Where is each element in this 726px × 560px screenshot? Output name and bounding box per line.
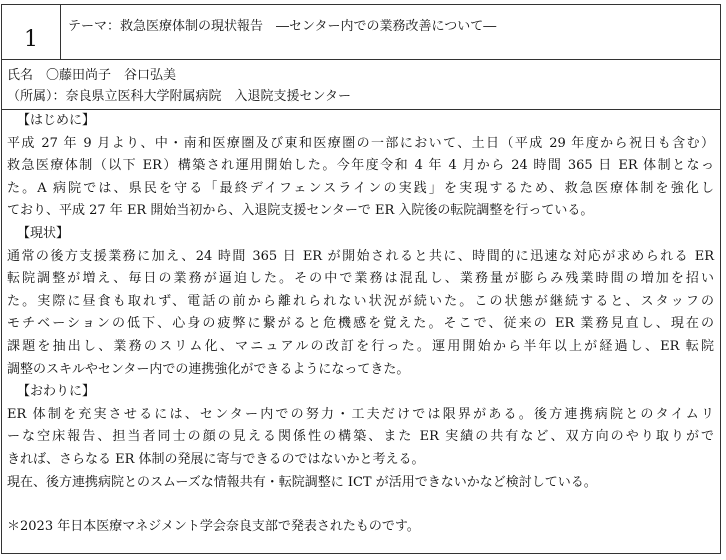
paragraph-line: 調整のスキルやセンター内での連携強化ができるようになってきた。 [7,361,410,377]
section-paragraph [7,133,714,223]
paragraph-line: た。実際に昼食も取れず、電話の前から離れられない状況が続いた。この状態が継続すると、スタッフの [7,293,714,309]
author-affiliation: （所属）：奈良県立医科大学附属病院 入退院支援センター [7,89,351,104]
theme-title: テーマ：救急医療体制の現状報告 ―センター内での業務改善について― [68,19,497,34]
section-heading: 【現状】 [17,225,70,241]
section-heading: 【はじめに】 [17,113,96,128]
author-block [2,60,720,110]
paragraph-line: た。A 病院では、県民を守る「最終デイフェンスラインの実践」を実現するため、救急医療体制を強化し [7,180,714,196]
author-names: 氏名 〇藤田尚子 谷口弘美 [7,68,177,83]
paragraph-line: モチベーションの低下、心身の疲弊に繋がると危機感を覚えた。そこで、従来の ER 業務見直し、現在の [7,316,714,332]
section-current-status [7,223,714,381]
abstract-number: 1 [2,5,61,59]
paragraph-line: 転院調整が増え、毎日の業務が逼迫した。その中で業務は混乱し、業務量が膨らみ残業時間の増加を招い [7,271,714,287]
paragraph-line: 救急医療体制（以下 ER）構築され運用開始した。今年度令和 4 年 4 月から 24 時間 365 日 ER 体制となっ [7,158,714,174]
abstract-body [2,110,720,539]
presentation-note: ＊2023 年日本医療マネジメント学会奈良支部で発表されたものです。 [7,519,420,535]
section-paragraph [7,246,714,382]
paragraph-line: 平成 27 年 9 月より、中・南和医療圏及び東和医療圏の一部において、土日（平成 29 年度から祝日も含む） [7,135,714,151]
paragraph-line: 現在、後方連携病院とのスムーズな情報共有・転院調整に ICT が活用できないかなど検討している。 [7,474,597,490]
abstract-frame [1,4,721,554]
section-intro [7,110,714,223]
section-conclusion [7,381,714,494]
header-row [2,5,720,60]
paragraph-line: 課題を抽出し、業務のスリム化、マニュアルの改訂を行った。運用開始から半年以上が経過し、ER 転院 [7,338,714,354]
paragraph-line: ーな空床報告、担当者同士の顔の見える関係性の構築、また ER 実績の共有など、双方向のやり取りがで [7,429,714,445]
paragraph-line: ており、平成 27 年 ER 開始当初から、入退院支援センターで ER 入院後の転院調整を行っている。 [7,203,594,219]
paragraph-line: ER 体制を充実させるには、センター内での努力・工夫だけでは限界がある。後方連携病院とのタイムリ [7,406,714,422]
paragraph-line: きれば、さらなる ER 体制の発展に寄与できるのではないかと考える。 [7,451,425,467]
section-heading: 【おわりに】 [17,384,96,400]
section-paragraph [7,404,714,494]
paragraph-line: 通常の後方支援業務に加え、24 時間 365 日 ER が開始されると共に、時間的に迅速な対応が求められる ER [7,248,714,264]
